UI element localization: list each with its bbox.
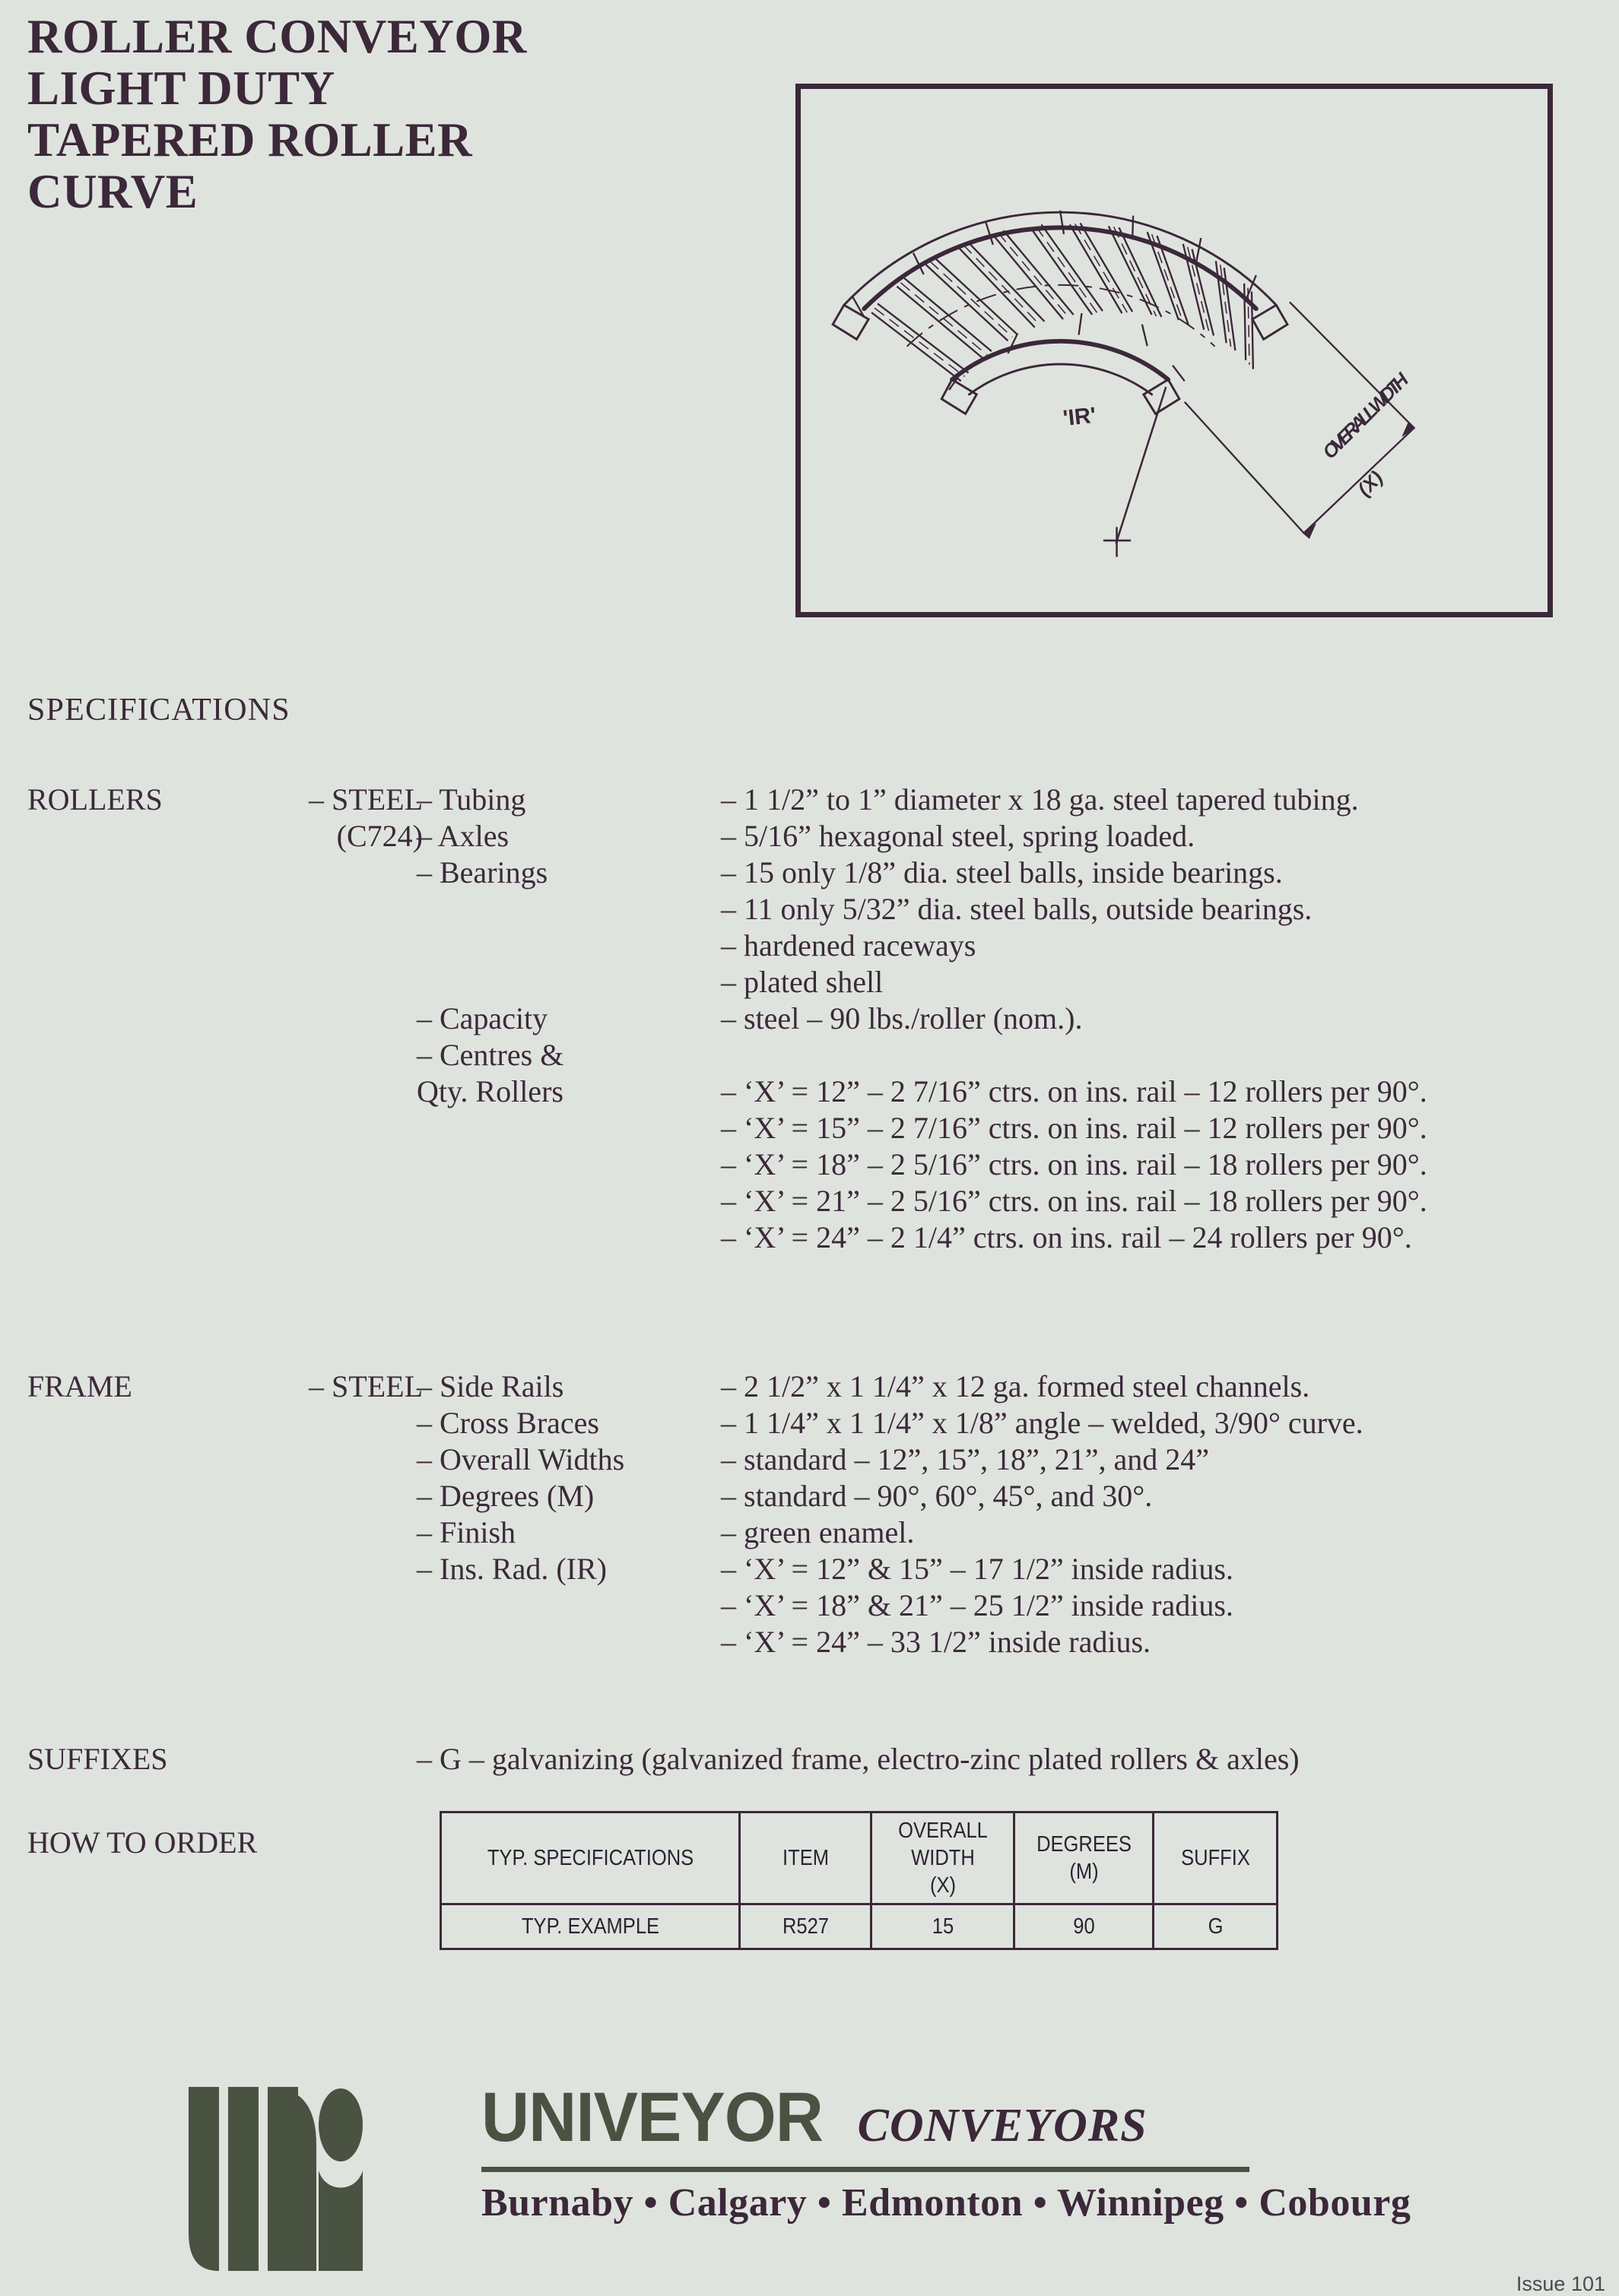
frame-part-label-ins-rad: – Ins. Rad. (IR) (417, 1552, 607, 1586)
technical-drawing-panel (795, 84, 1553, 617)
rollers-centres-row: – ‘X’ = 12” – 2 7/16” ctrs. on ins. rail – 12 rollers per 90°. (721, 1074, 1427, 1108)
frame-part-label: – Cross Braces (417, 1406, 599, 1440)
frame-material-label: – STEEL (309, 1369, 423, 1403)
td-suffix: G (1160, 1904, 1269, 1949)
page-title (27, 11, 757, 217)
rollers-code-label: (C724) (336, 819, 423, 853)
table-row (441, 1904, 1278, 1949)
rollers-part-label: – Bearings (417, 855, 548, 890)
rollers-part-label: – Tubing (417, 782, 526, 817)
rollers-part-label-qty: Qty. Rollers (417, 1074, 563, 1108)
rollers-centres-row: – ‘X’ = 18” – 2 5/16” ctrs. on ins. rail – 18 rollers per 90°. (721, 1147, 1427, 1181)
company-logo (189, 2081, 1436, 2271)
logo-tagline: CONVEYORS (857, 2100, 1148, 2152)
rollers-part-label-capacity: – Capacity (417, 1001, 548, 1035)
table-header-row (441, 1812, 1278, 1904)
drawing-overall-width-label: OVERALL WIDTH (1319, 369, 1414, 464)
logo-city-list: Burnaby • Calgary • Edmonton • Winnipeg • Cobourg (481, 2181, 1411, 2225)
td-overall-width: 15 (880, 1904, 1005, 1949)
logo-text-group (481, 2079, 1411, 2227)
rollers-part-label-centres: – Centres & (417, 1038, 564, 1072)
th-item: ITEM (748, 1812, 863, 1904)
frame-part-desc: – standard – 90°, 60°, 45°, and 30°. (721, 1479, 1153, 1513)
rollers-centres-row: – ‘X’ = 24” – 2 1/4” ctrs. on ins. rail – 24 rollers per 90°. (721, 1220, 1412, 1254)
rollers-centres-row: – ‘X’ = 21” – 2 5/16” ctrs. on ins. rail – 18 rollers per 90°. (721, 1184, 1427, 1218)
roller-curve-diagram (801, 89, 1548, 612)
logo-divider-rule (481, 2167, 1249, 2172)
frame-part-desc: – 2 1/2” x 1 1/4” x 12 ga. formed steel channels. (721, 1369, 1310, 1403)
frame-part-desc: – ‘X’ = 24” – 33 1/2” inside radius. (721, 1625, 1151, 1659)
how-to-order-table (440, 1811, 1278, 1950)
th-degrees (1022, 1812, 1144, 1904)
frame-part-label: – Finish (417, 1515, 516, 1549)
univeyor-uni-mark-icon (189, 2081, 390, 2271)
th-overall-width (880, 1812, 1005, 1904)
td-item: R527 (748, 1904, 863, 1949)
th-degrees-line2: (M) (1068, 1860, 1099, 1884)
td-degrees: 90 (1022, 1904, 1144, 1949)
td-typ-example: TYP. EXAMPLE (459, 1904, 722, 1949)
specifications-heading: SPECIFICATIONS (27, 693, 290, 728)
th-typ-specifications: TYP. SPECIFICATIONS (459, 1812, 722, 1904)
frame-part-desc: – ‘X’ = 18” & 21” – 25 1/2” inside radius. (721, 1588, 1233, 1622)
frame-part-desc: – ‘X’ = 12” & 15” – 17 1/2” inside radius. (721, 1552, 1233, 1586)
rollers-part-desc: – hardened raceways (721, 928, 976, 962)
th-overall-width-line3: (X) (929, 1873, 956, 1898)
rollers-part-desc: – plated shell (721, 965, 884, 999)
rollers-part-desc: – 5/16” hexagonal steel, spring loaded. (721, 819, 1195, 853)
how-to-order-label: HOW TO ORDER (27, 1825, 258, 1860)
page-title-line-3: TAPERED ROLLER (27, 113, 473, 166)
spec-section-rollers (0, 782, 1589, 1256)
rollers-centres-row: – ‘X’ = 15” – 2 7/16” ctrs. on ins. rail – 12 rollers per 90°. (721, 1111, 1427, 1145)
frame-part-label: – Overall Widths (417, 1442, 625, 1476)
logo-brand-name: UNIVEYOR (481, 2079, 823, 2156)
page-title-line-2: LIGHT DUTY (27, 62, 335, 115)
page-title-line-4: CURVE (27, 165, 198, 218)
issue-number: Issue 101 (1516, 2272, 1605, 2295)
frame-part-desc: – standard – 12”, 15”, 18”, 21”, and 24” (721, 1442, 1210, 1476)
rollers-material-label: – STEEL (309, 782, 423, 817)
drawing-ir-label: 'IR' (1062, 402, 1097, 431)
rollers-part-desc: – 15 only 1/8” dia. steel balls, inside bearings. (721, 855, 1283, 890)
th-suffix: SUFFIX (1160, 1812, 1269, 1904)
spec-section-frame (0, 1368, 1589, 1660)
rollers-part-desc-capacity: – steel – 90 lbs./roller (nom.). (721, 1001, 1083, 1035)
suffixes-label: SUFFIXES (27, 1742, 168, 1776)
rollers-part-desc: – 11 only 5/32” dia. steel balls, outside bearings. (721, 892, 1313, 926)
frame-part-desc: – green enamel. (721, 1515, 915, 1549)
frame-category-label: FRAME (27, 1369, 132, 1403)
rollers-part-desc: – 1 1/2” to 1” diameter x 18 ga. steel tapered tubing. (721, 782, 1359, 817)
frame-part-label: – Side Rails (417, 1369, 564, 1403)
frame-part-desc: – 1 1/4” x 1 1/4” x 1/8” angle – welded, 3/90° curve. (721, 1406, 1363, 1440)
suffixes-text: – G – galvanizing (galvanized frame, electro-zinc plated rollers & axles) (417, 1742, 1300, 1776)
th-overall-width-line2: WIDTH (910, 1846, 975, 1870)
page-title-line-1: ROLLER CONVEYOR (27, 10, 527, 63)
rollers-part-label: – Axles (417, 819, 510, 853)
th-degrees-line1: DEGREES (1036, 1832, 1132, 1857)
rollers-category-label: ROLLERS (27, 782, 163, 817)
th-overall-width-line1: OVERALL (897, 1819, 988, 1843)
frame-part-label: – Degrees (M) (417, 1479, 595, 1513)
drawing-x-label: (X) (1354, 467, 1388, 501)
